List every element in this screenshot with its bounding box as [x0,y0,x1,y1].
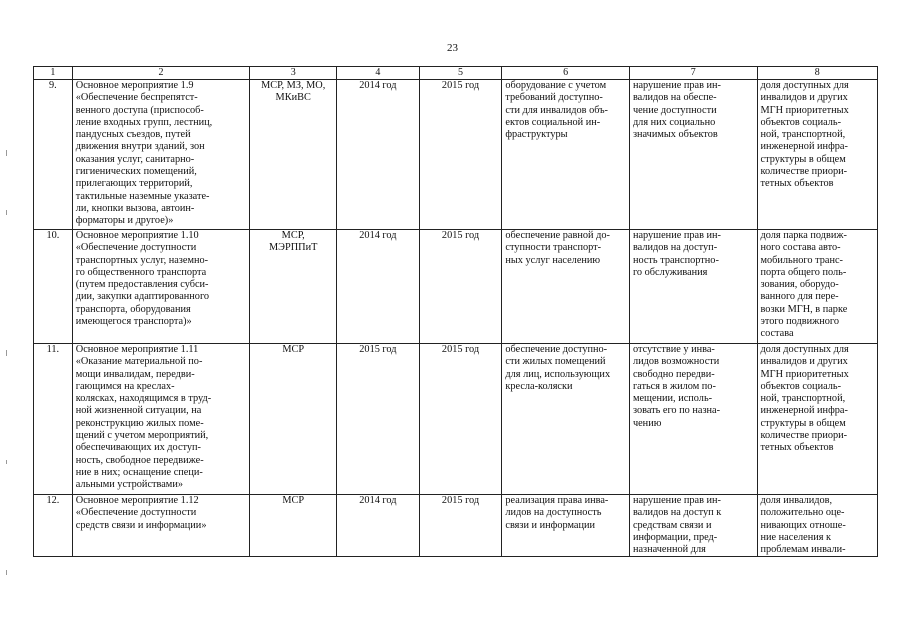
activity-name: Основное мероприятие 1.12 «Обеспечение доступности средств связи и информации» [72,495,250,557]
risk-consequence: нарушение прав ин- валидов на обеспе- чение доступности для них социально значимых объектов [629,80,757,230]
executors: МСР, МЭРППиТ [250,230,337,344]
end-year: 2015 год [419,80,502,230]
row-number: 9. [34,80,73,230]
column-number: 1 [34,67,73,80]
table-row [34,344,878,495]
risk-consequence: нарушение прав ин- валидов на доступ к средствам связи и информации, пред- назначенной для [629,495,757,557]
end-year: 2015 год [419,344,502,495]
indicator: доля доступных для инвалидов и других МГН приоритетных объектов социаль- ной, транспортной, инженерной инфра- структуры в общем количестве приори- тетных объектов [757,80,878,230]
page-number: 23 [447,42,458,54]
column-number: 4 [337,67,420,80]
start-year: 2014 год [337,230,420,344]
table-row [34,495,878,557]
activity-name: Основное мероприятие 1.11 «Оказание материальной по- мощи инвалидам, передви- гающимся на креслах- колясках, находящимся в труд- ной жизненной ситуации, на реконструкцию жилых поме- щений с учетом мероприятий, обеспечивающих их доступ- ность, свободное передвиже- ние в них; оснащение специ- альными устройствами» [72,344,250,495]
margin-marks [6,150,9,620]
column-number-row [34,67,878,80]
risk-consequence: отсутствие у инва- лидов возможности свободно передви- гаться в жилом по- мещении, исполь- зовать его по назна- чению [629,344,757,495]
start-year: 2014 год [337,80,420,230]
column-number: 3 [250,67,337,80]
expected-result: обеспечение доступно- сти жилых помещений для лиц, использующих кресла-коляски [502,344,630,495]
start-year: 2014 год [337,495,420,557]
column-number: 7 [629,67,757,80]
indicator: доля доступных для инвалидов и других МГН приоритетных объектов социаль- ной, транспортной, инженерной инфра- структуры в общем количестве приори- тетных объектов [757,344,878,495]
expected-result: оборудование с учетом требований доступно- сти для инвалидов объ- ектов социальной ин- фраструктуры [502,80,630,230]
row-number: 12. [34,495,73,557]
executors: МСР [250,495,337,557]
column-number: 5 [419,67,502,80]
executors: МСР [250,344,337,495]
executors: МСР, МЗ, МО, МКиВС [250,80,337,230]
indicator: доля парка подвиж- ного состава авто- мобильного транс- порта общего поль- зования, оборудо- ванного для пере- возки МГН, в парке этого подвижного состава [757,230,878,344]
column-number: 2 [72,67,250,80]
row-number: 10. [34,230,73,344]
column-number: 6 [502,67,630,80]
risk-consequence: нарушение прав ин- валидов на доступ- ность транспортно- го обслуживания [629,230,757,344]
start-year: 2015 год [337,344,420,495]
expected-result: обеспечение равной до- ступности транспорт- ных услуг населению [502,230,630,344]
activity-name: Основное мероприятие 1.10 «Обеспечение доступности транспортных услуг, наземно- го общественного транспорта (путем предоставления субси- дии, закупки адаптированного транспорта, оборудования имеющегося транспорта)» [72,230,250,344]
end-year: 2015 год [419,230,502,344]
table-row [34,230,878,344]
column-number: 8 [757,67,878,80]
expected-result: реализация права инва- лидов на доступность связи и информации [502,495,630,557]
activities-table [33,66,878,557]
end-year: 2015 год [419,495,502,557]
table-row [34,80,878,230]
row-number: 11. [34,344,73,495]
indicator: доля инвалидов, положительно оце- нивающих отноше- ние населения к проблемам инвали- [757,495,878,557]
activity-name: Основное мероприятие 1.9 «Обеспечение беспрепятст- венного доступа (приспособ- ление входных групп, лестниц, пандусных съездов, путей движения внутри зданий, зон оказания услуг, санитарно- гигиенических помещений, прилегающих территорий, тактильные наземные указате- ли, кнопки вызова, автоин- форматоры и другое)» [72,80,250,230]
